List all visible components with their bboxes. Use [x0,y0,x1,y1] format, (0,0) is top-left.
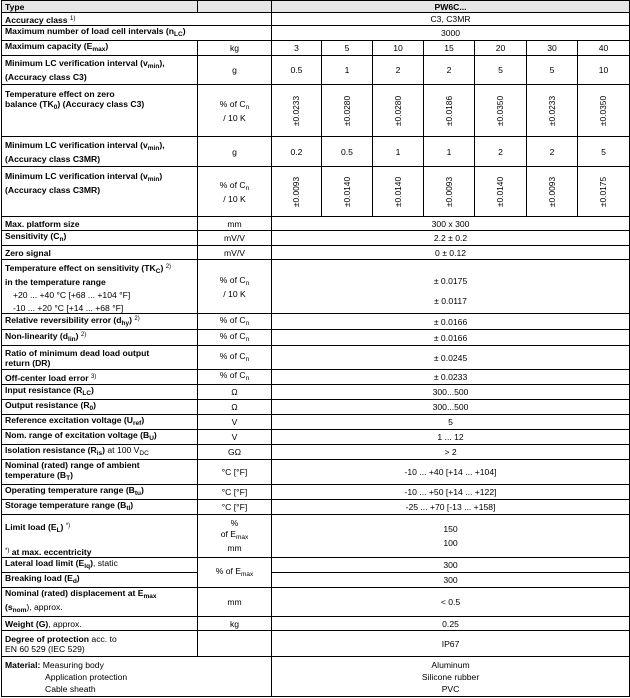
breaking-row: Breaking load $(E_d)$ 300 [2,573,630,588]
limit-load-row: Limit load $(E_L)$ *) *) at max. eccentricity % of $E_{max}$ mm 150 100 [2,515,630,558]
accuracy-label: Accuracy class [5,14,68,25]
ambient-row: Nominal (rated) range of ambient temperature $(B_T)$ °C [°F] -10 ... +40 [+14 ... +104] [2,460,630,485]
dr-row: Ratio of minimum dead load output return (DR) % of $C_n$ ± 0.0245 [2,346,630,370]
accuracy-value: C3, C3MR [272,13,630,26]
tk0-c3-row: Temperature effect on zero balance $(TK_0)$ (Accuracy class C3) % of $C_n$ / 10 K ±0.0233 ±0.0280 ±0.0280 ±0.0186 ±0.0350 ±0.0233 ±0.0350 [2,85,630,137]
displacement-row: Nominal (rated) displacement at $E_{max}$ $(s_{nom})$, approx. mm < 0.5 [2,588,630,617]
zero-signal-row: Zero signal mV/V 0 ± 0.12 [2,246,630,260]
vmin-c3mr-row: Minimum LC verification interval $(v_{min})$, (Accuracy class C3MR) g 0.2 0.5 1 1 2 2 5 [2,137,630,167]
type-value: PW6C... [272,1,630,13]
ref-voltage-row: Reference excitation voltage $(U_{ref})$ V 5 [2,415,630,430]
excitation-range-row: Nom. range of excitation voltage $(B_U)$ V 1 ... 12 [2,430,630,445]
type-label: Type [2,1,198,13]
nonlinearity-row: Non-linearity $(d_{lin})$ $^{2)}$ % of $C_n$ ± 0.0166 [2,330,630,346]
operating-temp-row: Operating temperature range $(B_{tu})$ °C [°F] -10 ... +50 [+14 ... +122] [2,485,630,500]
input-resistance-row: Input resistance $(R_{LC})$ Ω 300...500 [2,385,630,400]
vmin-c3-row: Minimum LC verification interval $(v_{min})$, (Accuracy class C3) g 0.5 1 2 2 5 5 10 [2,56,630,85]
vmin-c3mr-tk-row: Minimum LC verification interval $(v_{min})$ (Accuracy class C3MR) % of $C_n$ / 10 K ±0.0093 ±0.0140 ±0.0140 ±0.0093 ±0.0140 ±0.0093 ±0.0175 [2,167,630,217]
tkc-row: Temperature effect on sensitivity $(TK_C)$ $^{2)}$ in the temperature range +20 ... +40 °C [+68 ... +104 °F] -10 ... +20 °C [+14 ... +68 °F] % of $C_n$ / 10 K ± 0.0175 ± 0.0117 [2,260,630,314]
header-row [2,1,630,13]
capacity-row: Maximum capacity $(E_{max})$ kg 3 5 10 15 20 30 40 [2,41,630,56]
storage-temp-row: Storage temperature range $(B_{tl})$ °C [°F] -25 ... +70 [-13 ... +158] [2,500,630,515]
platform-row: Max. platform size mm 300 x 300 [2,217,630,231]
protection-row: Degree of protection acc. to EN 60 529 (IEC 529) IP67 [2,631,630,657]
material-row: Material: Measuring body Application protection Cable sheath Aluminum Silicone rubber PVC [2,657,630,697]
max-intervals-value: 3000 [272,26,630,41]
sensitivity-row: Sensitivity $(C_n)$ mV/V 2.2 ± 0.2 [2,231,630,246]
accuracy-row: Accuracy class $^{1)}$ C3, C3MR [2,13,630,26]
weight-row: Weight (G), approx. kg 0.25 [2,617,630,631]
spec-table [1,0,630,697]
offcenter-row: Off-center load error $^{3)}$ % of $C_n$ ± 0.0233 [2,370,630,385]
output-resistance-row: Output resistance $(R_0)$ Ω 300...500 [2,400,630,415]
reversibility-row: Relative reversibility error $(d_{hy})$ $^{2)}$ % of $C_n$ ± 0.0166 [2,314,630,330]
max-intervals-row: Maximum number of load cell intervals $(n_{LC})$ 3000 [2,26,630,41]
isolation-row: Isolation resistance $(R_{is})$ at 100 $V_{DC}$ GΩ > 2 [2,445,630,460]
lateral-row: Lateral load limit $(E_{lq})$, static % of $E_{max}$ 300 [2,558,630,573]
